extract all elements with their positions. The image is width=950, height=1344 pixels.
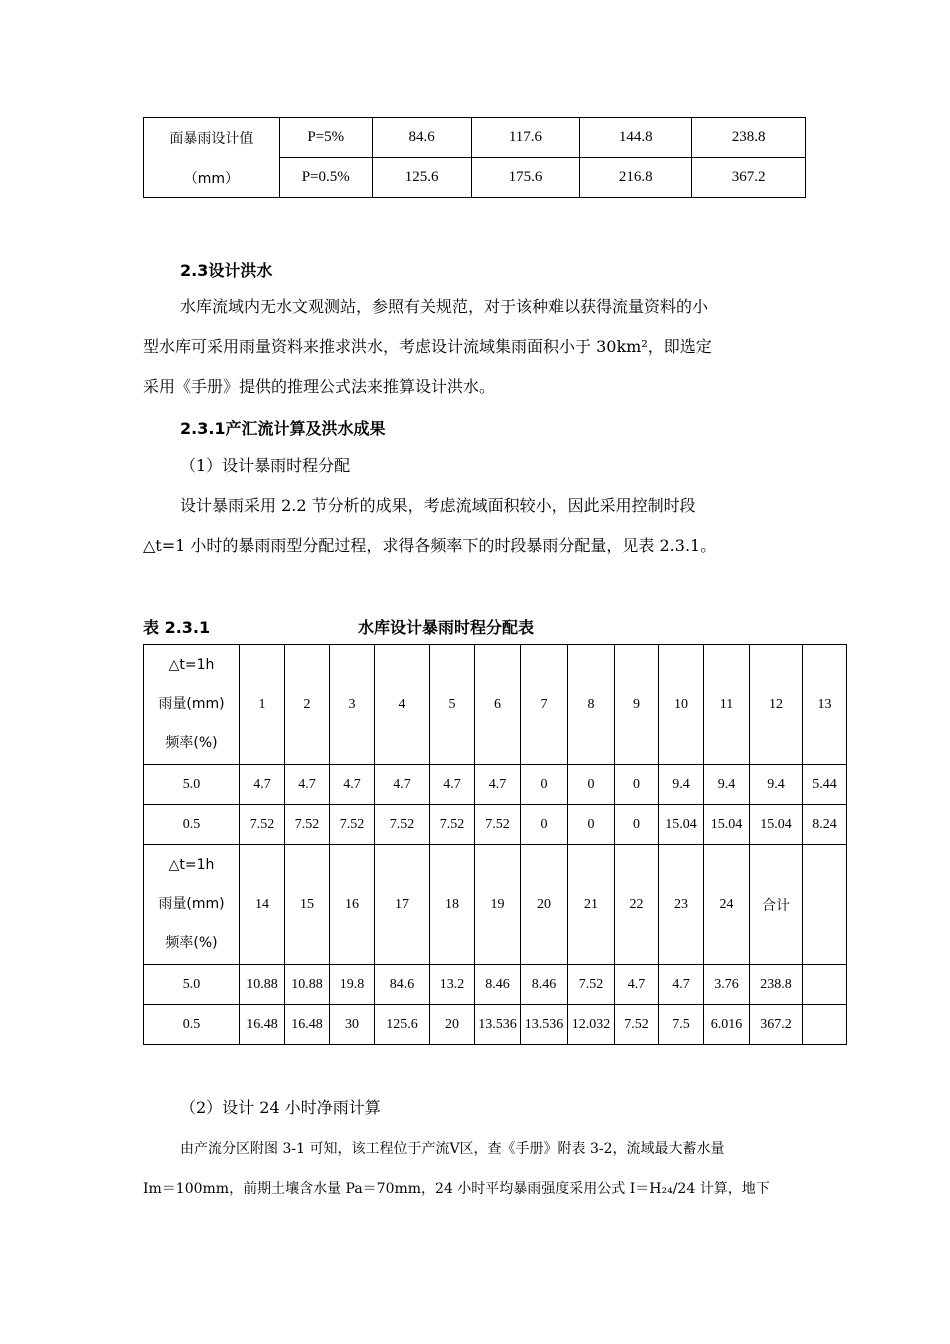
subheading-1: （1）设计暴雨时程分配	[180, 456, 351, 475]
value-cell: 0	[521, 805, 568, 845]
subheading-2: （2）设计 24 小时净雨计算	[180, 1098, 381, 1117]
value-cell: 7.5	[659, 1005, 704, 1045]
header-label-line: △t=1h	[168, 857, 215, 873]
value-cell: 9.4	[659, 765, 704, 805]
table-row	[144, 805, 847, 845]
header-label-line: 雨量(mm)	[158, 896, 225, 912]
freq-cell: 0.5	[144, 1005, 240, 1045]
paragraph-line: Im＝100mm，前期土壤含水量 Pa＝70mm，24 小时平均暴雨强度采用公式 I＝H₂₄/24 计算，地下	[143, 1181, 770, 1197]
value-cell: 4.7	[615, 965, 659, 1005]
value-cell: 13.536	[521, 1005, 568, 1045]
table-header-row	[144, 845, 847, 965]
paragraph-line: 设计暴雨采用 2.2 节分析的成果，考虑流域面积较小，因此采用控制时段	[180, 496, 696, 515]
value-cell: 8.46	[475, 965, 521, 1005]
value-cell: 30	[330, 1005, 375, 1045]
freq-cell: 5.0	[144, 765, 240, 805]
value-cell: 367.2	[750, 1005, 803, 1045]
value-cell: 6.016	[704, 1005, 750, 1045]
value-cell: 0	[615, 765, 659, 805]
freq-cell: 5.0	[144, 965, 240, 1005]
period-cell: 19	[475, 845, 521, 965]
paragraph-line: 由产流分区附图 3-1 可知，该工程位于产流Ⅴ区，查《手册》附表 3-2，流域最大蓄水量	[180, 1141, 725, 1157]
period-cell: 23	[659, 845, 704, 965]
table-title: 水库设计暴雨时程分配表	[358, 618, 535, 637]
value-cell	[803, 965, 847, 1005]
table-number: 表 2.3.1	[143, 618, 211, 637]
value-cell: 8.24	[803, 805, 847, 845]
value-cell: 0	[615, 805, 659, 845]
value-cell: 216.8	[580, 158, 692, 198]
value-cell: 7.52	[568, 965, 615, 1005]
value-cell: 15.04	[750, 805, 803, 845]
freq-cell: 0.5	[144, 805, 240, 845]
value-cell: 7.52	[615, 1005, 659, 1045]
paragraph-line: △t=1 小时的暴雨雨型分配过程，求得各频率下的时段暴雨分配量，见表 2.3.1。	[143, 536, 717, 555]
value-cell: 3.76	[704, 965, 750, 1005]
paragraph-line: 采用《手册》提供的推理公式法来推算设计洪水。	[143, 377, 496, 396]
value-cell: 20	[430, 1005, 475, 1045]
value-cell: 4.7	[659, 965, 704, 1005]
total-header-cell: 合计	[750, 845, 803, 965]
period-cell: 17	[375, 845, 430, 965]
value-cell: 0	[521, 765, 568, 805]
value-cell: 15.04	[659, 805, 704, 845]
period-cell: 22	[615, 845, 659, 965]
period-cell: 4	[375, 645, 430, 765]
value-cell: 7.52	[430, 805, 475, 845]
rainfall-distribution-table	[143, 644, 847, 1045]
period-cell: 2	[285, 645, 330, 765]
value-cell: 15.04	[704, 805, 750, 845]
period-cell: 6	[475, 645, 521, 765]
value-cell: 16.48	[285, 1005, 330, 1045]
value-cell: 117.6	[471, 118, 580, 158]
header-label-line: 频率(%)	[165, 735, 218, 751]
row-label-line2: （mm）	[183, 171, 240, 187]
period-cell: 15	[285, 845, 330, 965]
period-cell: 16	[330, 845, 375, 965]
value-cell	[803, 1005, 847, 1045]
value-cell: 7.52	[475, 805, 521, 845]
value-cell: 4.7	[285, 765, 330, 805]
period-cell: 7	[521, 645, 568, 765]
value-cell: 10.88	[285, 965, 330, 1005]
value-cell: 16.48	[240, 1005, 285, 1045]
period-cell: 12	[750, 645, 803, 765]
header-label-cell	[144, 645, 240, 765]
value-cell: 125.6	[375, 1005, 430, 1045]
value-cell: 175.6	[471, 158, 580, 198]
value-cell: 0	[568, 765, 615, 805]
value-cell: 4.7	[375, 765, 430, 805]
value-cell: 84.6	[375, 965, 430, 1005]
table-header-row	[144, 645, 847, 765]
row-label-cell	[144, 118, 280, 198]
table-row	[144, 765, 847, 805]
value-cell: 13.2	[430, 965, 475, 1005]
freq-cell: P=0.5%	[279, 158, 372, 198]
value-cell: 8.46	[521, 965, 568, 1005]
value-cell: 0	[568, 805, 615, 845]
period-cell: 9	[615, 645, 659, 765]
header-label-cell	[144, 845, 240, 965]
value-cell: 4.7	[430, 765, 475, 805]
value-cell: 13.536	[475, 1005, 521, 1045]
value-cell: 9.4	[704, 765, 750, 805]
paragraph-line: 型水库可采用雨量资料来推求洪水，考虑设计流域集雨面积小于 30km²，即选定	[143, 337, 712, 356]
value-cell: 4.7	[240, 765, 285, 805]
value-cell: 367.2	[692, 158, 806, 198]
paragraph-line: 水库流域内无水文观测站，参照有关规范，对于该种难以获得流量资料的小	[180, 297, 709, 316]
period-cell: 3	[330, 645, 375, 765]
value-cell: 238.8	[692, 118, 806, 158]
period-cell: 14	[240, 845, 285, 965]
value-cell: 7.52	[375, 805, 430, 845]
value-cell: 7.52	[330, 805, 375, 845]
value-cell: 19.8	[330, 965, 375, 1005]
value-cell: 125.6	[372, 158, 471, 198]
value-cell: 84.6	[372, 118, 471, 158]
header-label-line: 雨量(mm)	[158, 696, 225, 712]
section-heading-2-3-1: 2.3.1产汇流计算及洪水成果	[180, 419, 386, 438]
period-cell: 11	[704, 645, 750, 765]
period-cell: 18	[430, 845, 475, 965]
value-cell: 5.44	[803, 765, 847, 805]
value-cell: 7.52	[240, 805, 285, 845]
period-cell: 5	[430, 645, 475, 765]
period-cell: 8	[568, 645, 615, 765]
value-cell: 144.8	[580, 118, 692, 158]
header-label-line: 频率(%)	[165, 935, 218, 951]
period-cell: 20	[521, 845, 568, 965]
header-label-line: △t=1h	[168, 657, 215, 673]
table-row	[144, 118, 806, 158]
value-cell: 4.7	[330, 765, 375, 805]
table-row	[144, 1005, 847, 1045]
period-cell: 24	[704, 845, 750, 965]
row-label-line1: 面暴雨设计值	[169, 131, 254, 147]
value-cell: 7.52	[285, 805, 330, 845]
value-cell: 10.88	[240, 965, 285, 1005]
value-cell: 238.8	[750, 965, 803, 1005]
period-cell: 21	[568, 845, 615, 965]
design-rainfall-table	[143, 117, 806, 198]
section-heading-2-3: 2.3设计洪水	[180, 261, 273, 280]
freq-cell: P=5%	[279, 118, 372, 158]
period-cell: 10	[659, 645, 704, 765]
table-row	[144, 965, 847, 1005]
value-cell: 9.4	[750, 765, 803, 805]
value-cell: 12.032	[568, 1005, 615, 1045]
period-cell: 1	[240, 645, 285, 765]
period-cell	[803, 845, 847, 965]
period-cell: 13	[803, 645, 847, 765]
value-cell: 4.7	[475, 765, 521, 805]
